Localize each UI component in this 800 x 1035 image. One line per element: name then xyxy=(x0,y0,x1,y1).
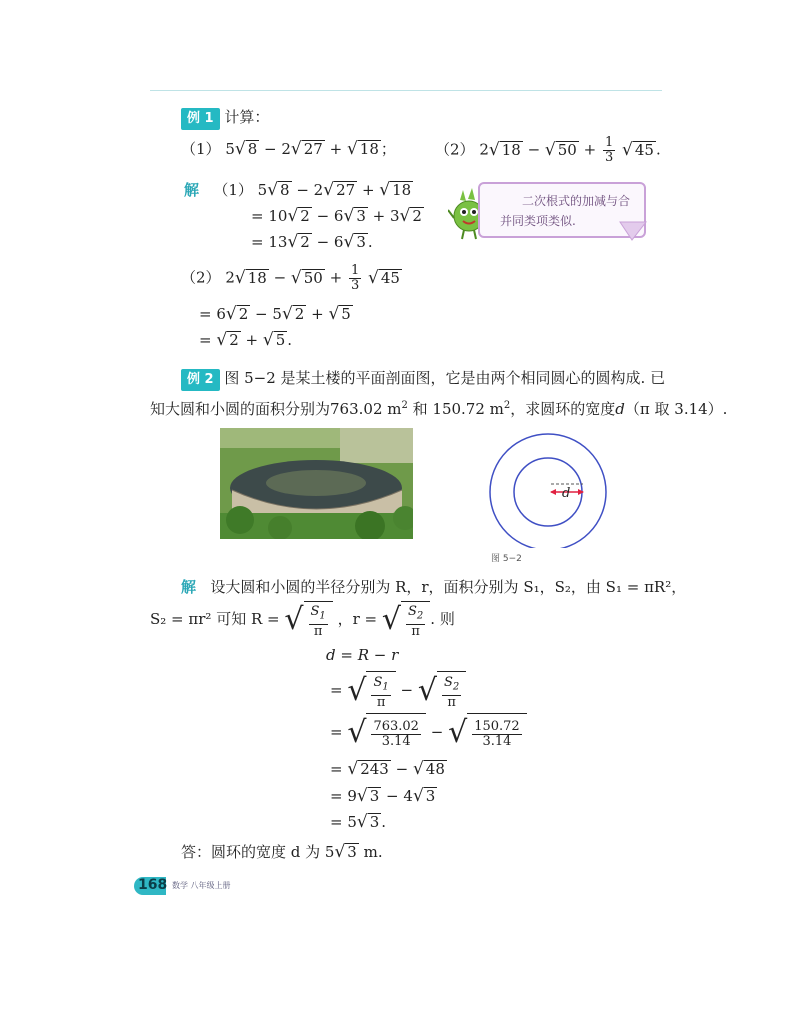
value-314-b: 3.14 xyxy=(482,734,512,750)
example1-problem2: （2） 2√ 18 − √ 50 + $\frac{1}{3}$ √ 45 . xyxy=(435,135,661,165)
example2-text1: 图 5−2 是某土楼的平面剖面图，它是由两个相同圆心的圆构成. 已 xyxy=(224,369,666,387)
example2-line2: 知大圆和小圆的面积分别为763.02 $m^2$ 和 150.72 $m^2$，求圆环的宽度d（π 取 3.14）. xyxy=(150,400,728,418)
solution1-label1: （1） xyxy=(213,181,253,199)
solution2-tag: 解 xyxy=(181,578,197,596)
example1-problem1: （1） 5√ 8 − 2√ 27 + √ 18 ； xyxy=(181,139,396,159)
example1-heading xyxy=(181,107,269,130)
problem2-label: （2） xyxy=(435,140,475,159)
solution1-line3: = 13√ 2 − 6√ 3 . xyxy=(251,232,373,252)
derivation-line3: = √ $\frac{763.02}{3.14}$ − √ $\frac{150.72}{3.14}$ xyxy=(330,712,527,754)
ring-diagram xyxy=(458,422,638,548)
answer-line: 答：圆环的宽度 d 为 5√ 3 m. xyxy=(181,842,383,862)
callout-line1: 二次根式的加减与合 xyxy=(522,194,631,208)
example1-tag: 例 1 xyxy=(181,108,220,130)
derivation-line5: = 9√ 3 − 4√ 3 xyxy=(330,786,436,806)
solution1-label2: （2） xyxy=(181,268,221,287)
solution2-line2: S₂ = πr² 可知 R = √ $\frac{S_1}{\pi}$ ，r = √ $\frac{S_2}{\pi}$ . 则 xyxy=(150,602,455,639)
solution2-text2c: . 则 xyxy=(430,610,455,628)
value-314-a: 3.14 xyxy=(381,734,411,750)
derivation-line2: = √ $\frac{S_1}{\pi}$ − √ $\frac{S_2}{\pi}$ xyxy=(330,670,466,712)
width-label: d xyxy=(562,486,571,501)
example2-text2d: （π 取 3.14）. xyxy=(624,400,728,418)
value-150: 150.72 xyxy=(474,719,520,735)
solution2-text2a: S₂ = πr² 可知 R = xyxy=(150,610,280,628)
derivation-line1: d = R − r xyxy=(326,646,399,664)
tulou-photo xyxy=(220,428,413,539)
top-rule xyxy=(150,90,662,91)
outer-circle xyxy=(490,434,606,548)
figure-caption: 图 5−2 xyxy=(491,554,522,564)
footer-text: 数学 八年级上册 xyxy=(172,881,231,890)
solution1-part2-line2: = 6√ 2 − 5√ 2 + √ 5 xyxy=(199,304,351,324)
solution2-text1: 设大圆和小圆的半径分别为 R，r，面积分别为 S₁，S₂，由 S₁ = πR²， xyxy=(210,578,687,596)
example2-text2c: ，求圆环的宽度 xyxy=(510,400,616,418)
example1-title: 计算： xyxy=(224,108,270,126)
solution1-line1: 解 （1） 5√ 8 − 2√ 27 + √ 18 xyxy=(184,180,412,200)
example2-text2a: 知大圆和小圆的面积分别为763.02 m xyxy=(150,400,402,418)
answer-unit: m. xyxy=(363,843,383,861)
solution1-part2-line1: （2） 2√ 18 − √ 50 + $\frac{1}{3}$ √ 45 xyxy=(181,263,400,293)
callout-page-curl xyxy=(618,220,648,242)
solution1-part2-line3: = √ 2 + √ 5 . xyxy=(199,330,293,350)
example2-line1 xyxy=(181,368,665,391)
solution1-line2: = 10√ 2 − 6√ 3 + 3√ 2 xyxy=(251,206,422,226)
problem1-label: （1） xyxy=(181,140,221,158)
solution1-tag: 解 xyxy=(184,181,200,199)
page-number: 168 xyxy=(138,877,168,893)
derivation-line6: = 5√ 3 . xyxy=(330,812,387,832)
answer-text: 答：圆环的宽度 d 为 5 xyxy=(181,843,335,861)
derivation-line4: = √ 243 − √ 48 xyxy=(330,759,445,779)
example2-text2b: 和 150.72 m xyxy=(407,400,504,418)
example2-tag: 例 2 xyxy=(181,369,220,391)
value-763: 763.02 xyxy=(373,719,419,735)
solution2-line1 xyxy=(181,577,686,597)
solution2-text2b: ，r = xyxy=(337,610,378,628)
callout-line2: 并同类项类似. xyxy=(500,214,576,228)
page-number-badge xyxy=(134,877,166,895)
